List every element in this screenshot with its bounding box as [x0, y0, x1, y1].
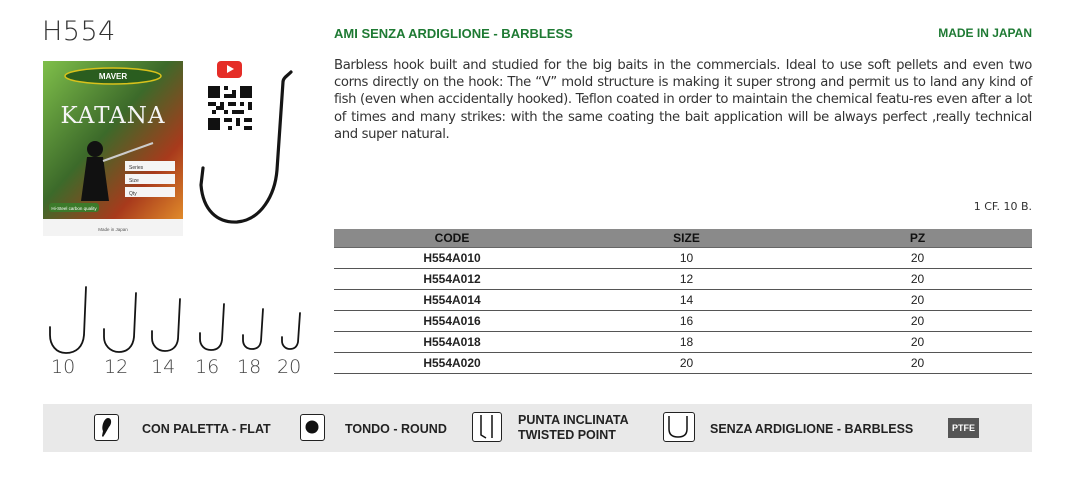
code-cell: H554A016: [334, 311, 570, 332]
category-heading: AMI SENZA ARDIGLIONE - BARBLESS: [334, 26, 573, 41]
table-row: [334, 353, 1032, 374]
size-label: 10: [51, 356, 76, 378]
size-label: 20: [277, 356, 302, 378]
column-header-size: SIZE: [570, 229, 803, 248]
column-header-pz: PZ: [803, 229, 1032, 248]
package-brand: MAVER: [98, 72, 128, 81]
svg-text:Made in Japan: Made in Japan: [98, 227, 128, 232]
size-label: 18: [237, 356, 262, 378]
code-cell: H554A020: [334, 353, 570, 374]
size-cell: 16: [570, 311, 803, 332]
flat-spade-icon: [94, 414, 119, 441]
code-cell: H554A012: [334, 269, 570, 290]
legend-bar: [43, 404, 1032, 452]
hook-sizes-graphic: [44, 285, 309, 357]
size-cell: 18: [570, 332, 803, 353]
pz-cell: 20: [803, 353, 1032, 374]
code-cell: H554A014: [334, 290, 570, 311]
size-cell: 12: [570, 269, 803, 290]
barbless-icon: [663, 412, 695, 442]
size-cell: 20: [570, 353, 803, 374]
legend-label-flat: CON PALETTA - FLAT: [142, 422, 271, 436]
size-label: 14: [151, 356, 176, 378]
table-row: [334, 248, 1032, 269]
size-cell: 14: [570, 290, 803, 311]
code-cell: H554A018: [334, 332, 570, 353]
svg-text:Series: Series: [129, 165, 144, 171]
svg-text:Qty: Qty: [129, 191, 137, 197]
svg-text:Hi-Steel carbon quality: Hi-Steel carbon quality: [51, 206, 97, 211]
pz-cell: 20: [803, 332, 1032, 353]
twisted-point-icon: [472, 412, 502, 442]
size-cell: 10: [570, 248, 803, 269]
hook-large-icon: [195, 70, 295, 230]
package-image: [43, 61, 183, 236]
product-code: H554: [42, 16, 116, 47]
legend-label-round: TONDO - ROUND: [345, 422, 447, 436]
table-row: [334, 269, 1032, 290]
pz-cell: 20: [803, 269, 1032, 290]
ptfe-badge: PTFE: [948, 418, 979, 438]
table-row: [334, 332, 1032, 353]
table-header-row: [334, 229, 1032, 248]
column-header-code: CODE: [334, 229, 570, 248]
pz-cell: 20: [803, 248, 1032, 269]
round-eye-icon: [300, 414, 325, 441]
table-row: [334, 290, 1032, 311]
spec-table: [334, 229, 1032, 374]
origin-heading: MADE IN JAPAN: [938, 26, 1032, 40]
size-label: 16: [195, 356, 220, 378]
legend-label-twisted-line2: TWISTED POINT: [518, 428, 616, 442]
pz-cell: 20: [803, 290, 1032, 311]
pack-note: 1 CF. 10 B.: [973, 200, 1032, 213]
pz-cell: 20: [803, 311, 1032, 332]
product-description: Barbless hook built and studied for the big baits in the commercials. Ideal to use soft pellets and even two corns directly on the hook: The “V” mold structure is making it super strong and permit us to land any kind of fish (even when accidentally hooked). Teflon coated in order to maintain the chemical featu-res even after a lot of times and many strikes: with the same coating the bait application will be always perfect ,really technical and super natural.: [334, 58, 1032, 142]
size-labels-row: [42, 356, 304, 380]
package-name: KATANA: [60, 103, 166, 129]
size-label: 12: [104, 356, 129, 378]
svg-text:Size: Size: [129, 178, 139, 184]
table-row: [334, 311, 1032, 332]
legend-label-twisted-line1: PUNTA INCLINATA: [518, 413, 629, 427]
code-cell: H554A010: [334, 248, 570, 269]
legend-label-barbless: SENZA ARDIGLIONE - BARBLESS: [710, 422, 914, 436]
